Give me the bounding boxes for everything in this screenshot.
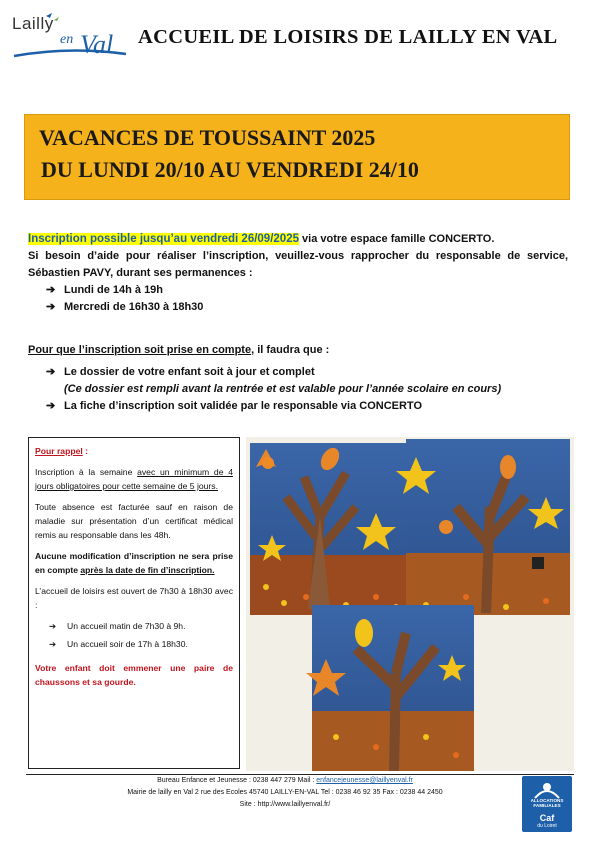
conditions-title [28, 344, 329, 356]
conditions-title-rest: , il faudra que : [251, 344, 330, 356]
caf-label-2: Caf [539, 813, 555, 823]
registration-deadline [28, 231, 568, 248]
reminder-modification-a: Aucune modification d’inscription ne sera prise en compte [35, 551, 233, 575]
list-item [28, 282, 568, 299]
schedule-monday: Lundi de 14h à 19h [64, 284, 164, 296]
caf-emblem-icon [522, 778, 572, 800]
caf-label-3: du Loiret [537, 823, 557, 829]
arrow-icon: ➔ [46, 400, 56, 412]
arrow-icon: ➔ [46, 301, 56, 313]
reminder-absence: Toute absence est facturée sauf en raison de maladie sur présentation d’un certificat médical remis au responsable dans les 48h. [35, 502, 233, 540]
reminder-box [28, 437, 240, 769]
reminder-weekly-underlined: avec un minimum de 4 jours obligatoires pour cette semaine de 5 jours. [35, 467, 233, 491]
deadline-highlight: Inscription possible jusqu’au vendredi 26/09/2025 [28, 233, 299, 245]
condition-1-note: (Ce dossier est rempli avant la rentrée et est valable pour l’année scolaire en cours) [64, 383, 502, 395]
autumn-artwork-photo [246, 437, 574, 771]
list-item [28, 299, 568, 316]
lailly-en-val-logo [10, 12, 130, 64]
header [10, 8, 585, 68]
caf-logo [522, 776, 572, 832]
arrow-icon: ➔ [46, 366, 56, 378]
banner-line-1: VACANCES DE TOUSSAINT 2025 [39, 125, 376, 150]
footer-site-link[interactable]: Site : http://www.laillyenval.fr/ [239, 801, 331, 808]
reminder-modification-underlined: après la date de fin d’inscription. [80, 565, 215, 575]
page-title: ACCUEIL DE LOISIRS DE LAILLY EN VAL [138, 26, 558, 48]
arrow-icon: ➔ [46, 284, 56, 296]
painting-3 [306, 605, 474, 771]
logo-val: Val [80, 30, 114, 59]
list-item [35, 637, 233, 651]
condition-1: Le dossier de votre enfant soit à jour et complet [64, 366, 315, 378]
footer-line-1 [60, 775, 510, 787]
footer-contact [60, 775, 510, 811]
reminder-weekly [35, 465, 233, 493]
reminder-title-suffix: : [82, 446, 89, 456]
help-paragraph: Si besoin d’aide pour réaliser l’inscription, veuillez-vous rapprocher du responsable de service, Sébastien PAVY, durant ses permanences : [28, 250, 568, 279]
reminder-weekly-a: Inscription à la semaine [35, 467, 138, 477]
condition-2: La fiche d’inscription soit validée par le responsable via CONCERTO [64, 400, 423, 412]
arrow-icon: ➔ [49, 639, 57, 649]
logo-en: en [60, 32, 74, 47]
deadline-rest: via votre espace famille CONCERTO. [298, 233, 495, 245]
email-link[interactable]: enfancejeunesse@laillyenval.fr [316, 777, 413, 784]
reminder-slippers: Votre enfant doit emmener une paire de chaussons et sa gourde. [35, 663, 233, 687]
conditions-title-underlined: Pour que l’inscription soit prise en compte [28, 344, 252, 356]
dates-banner [24, 114, 570, 200]
footer-phone: Bureau Enfance et Jeunesse : 0238 447 279 Mail : [157, 777, 317, 784]
banner-line-2: DU LUNDI 20/10 AU VENDREDI 24/10 [41, 157, 419, 182]
registration-info [28, 231, 568, 316]
autumn-tree-paintings [246, 437, 574, 771]
reminder-evening: Un accueil soir de 17h à 18h30. [67, 639, 188, 649]
painting-2 [396, 439, 570, 615]
conditions-list [46, 364, 501, 415]
reminder-hours: L’accueil de loisirs est ouvert de 7h30 à 18h30 avec : [35, 586, 233, 610]
caf-label-1: ALLOCATIONS FAMILIALES [530, 798, 564, 808]
list-item [35, 619, 233, 633]
footer-line-2: Mairie de lailly en Val 2 rue des Ecoles 45740 LAILLY-EN-VAL Tel : 0238 46 92 35 Fax : 0238 44 2450 [127, 789, 443, 796]
reminder-title [35, 444, 233, 458]
reminder-modification [35, 549, 233, 577]
arrow-icon: ➔ [49, 621, 57, 631]
list-item [46, 398, 501, 415]
list-item [46, 364, 501, 381]
reminder-morning: Un accueil matin de 7h30 à 9h. [67, 621, 186, 631]
schedule-wednesday: Mercredi de 16h30 à 18h30 [64, 301, 204, 313]
logo-lailly: Lailly [12, 14, 54, 33]
painting-1 [250, 443, 408, 615]
reminder-title-text: Pour rappel [35, 446, 83, 456]
